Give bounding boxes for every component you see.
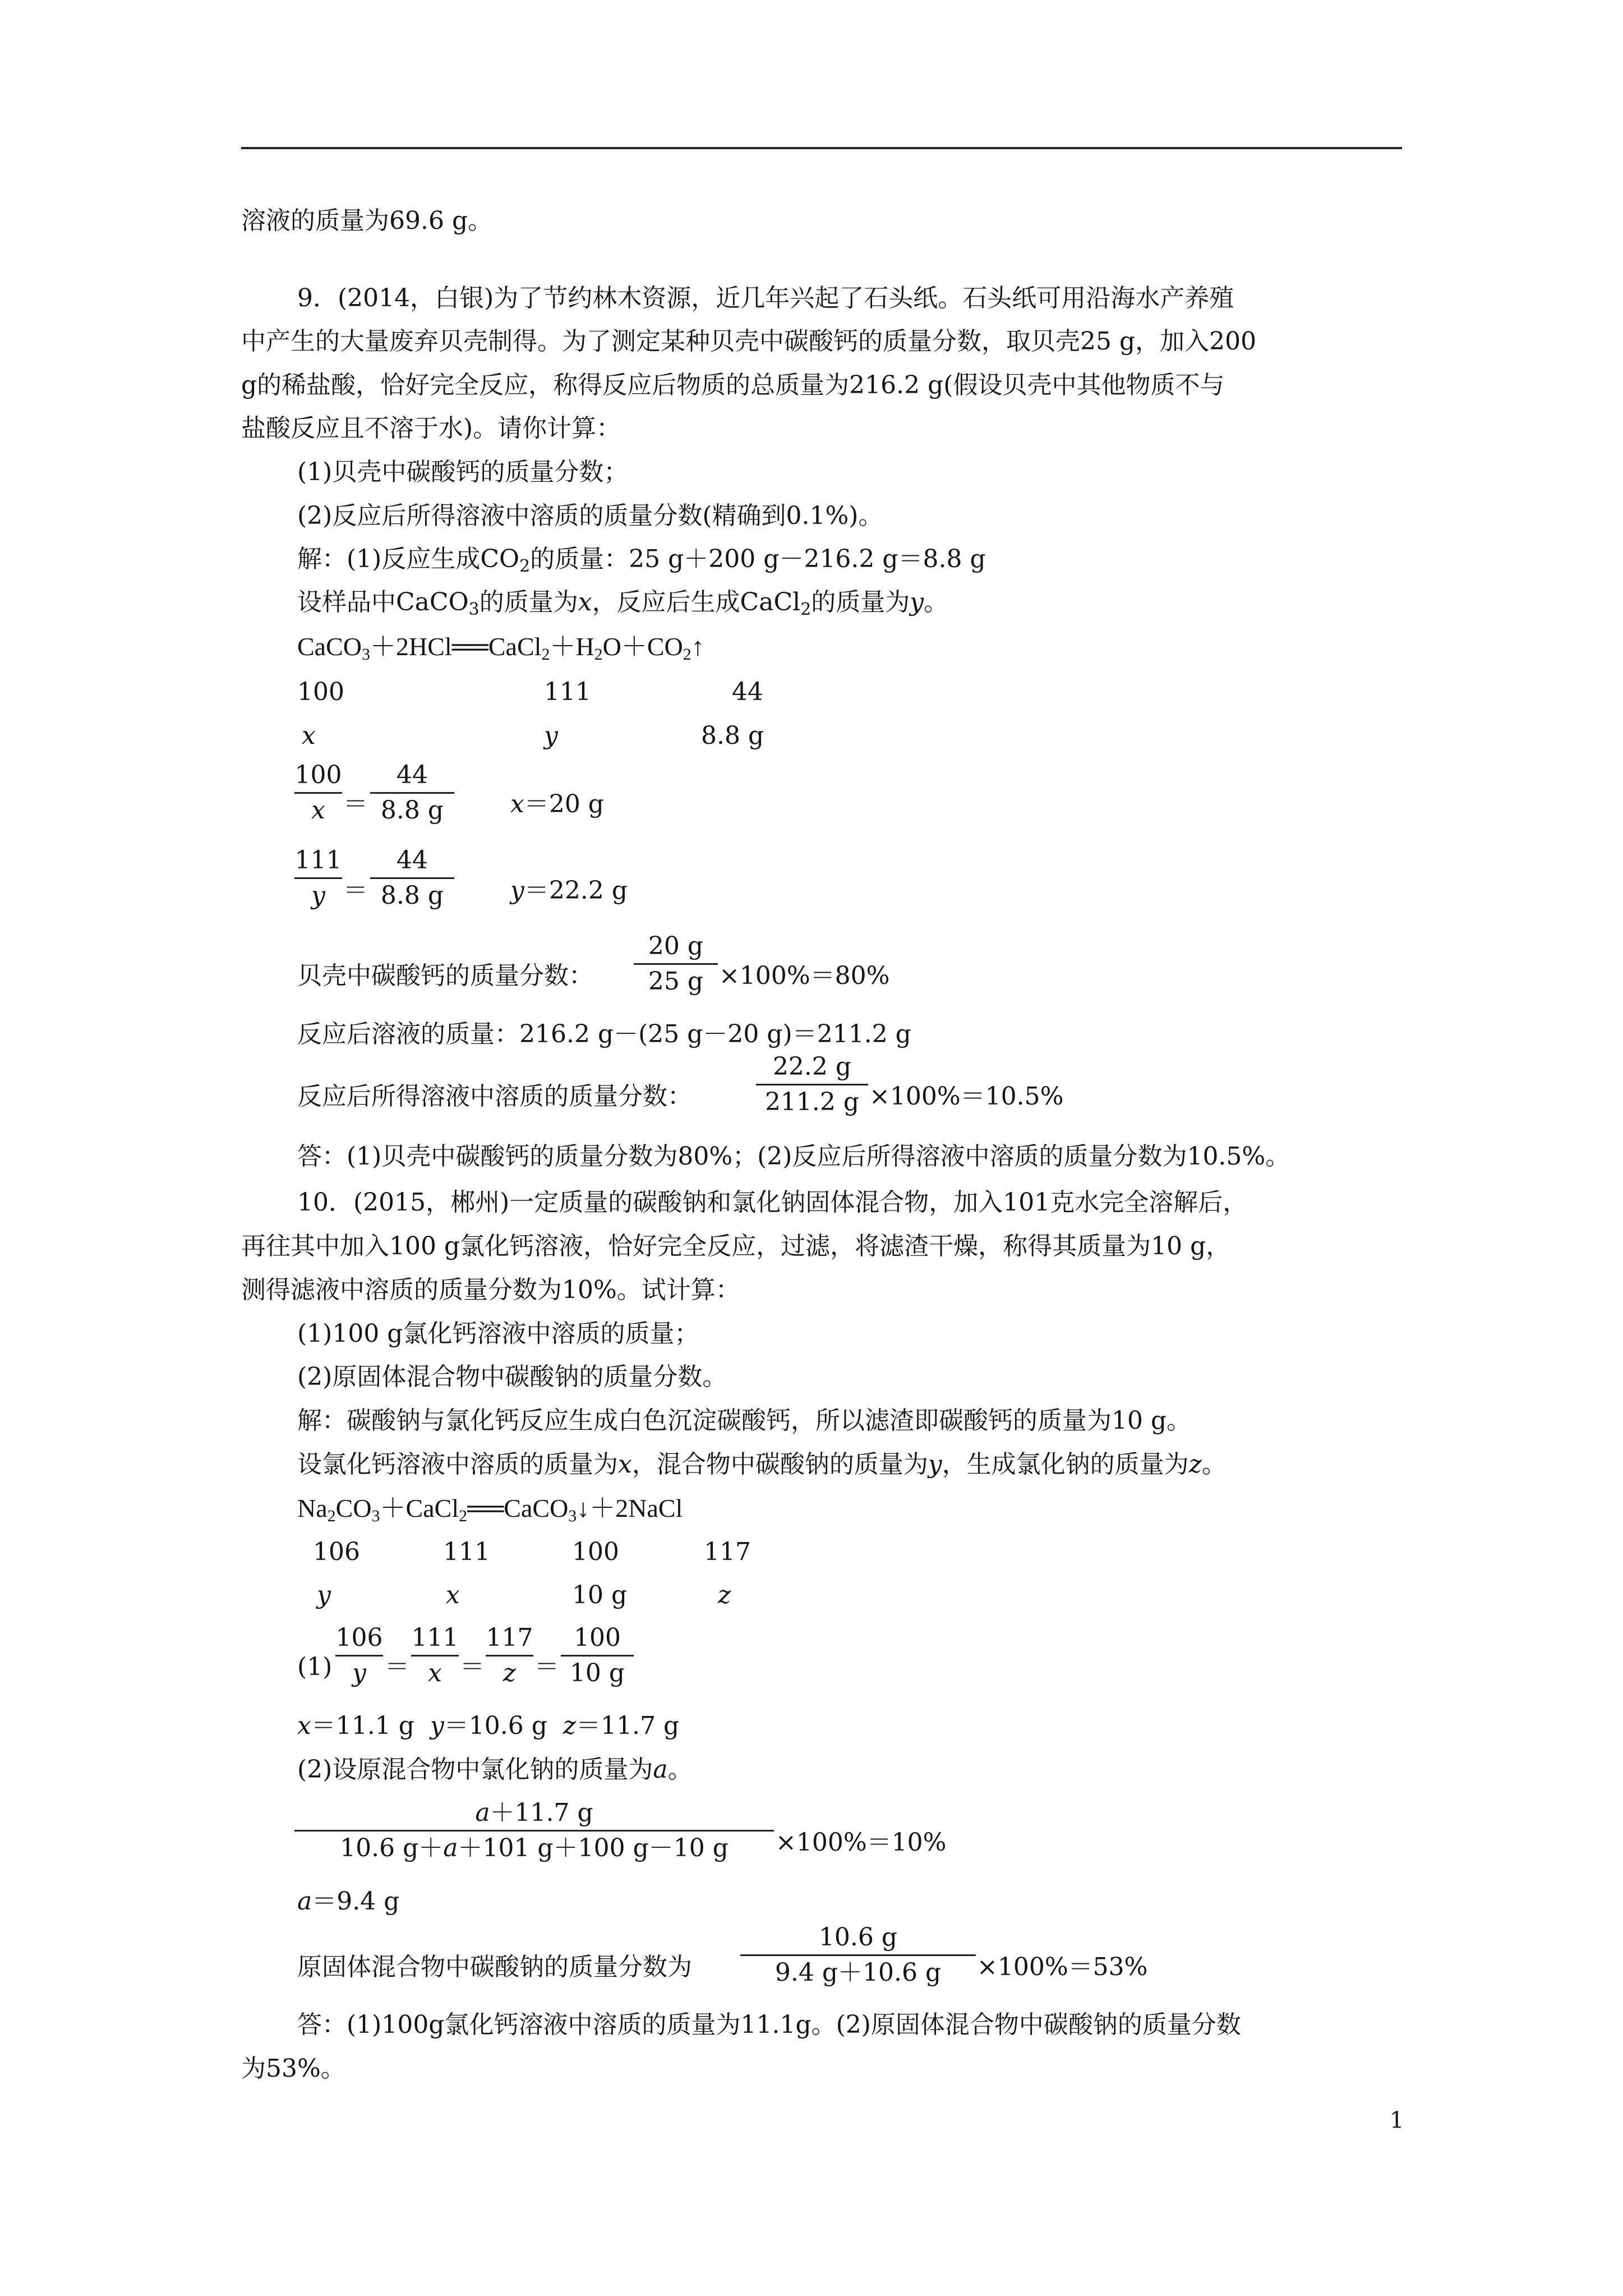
q10-ratio-4: 100 10 g — [561, 1626, 634, 1686]
q10-equation: $Na_2CO_3+CaCl_2══CaCO_3↓+2NaCl$ — [297, 1494, 683, 1525]
q9-mass-fraction: 20 g 25 g — [634, 934, 718, 994]
q10-percent-result: ×100%＝53% — [977, 1953, 1148, 1981]
q9-molar-mass-cacl2: 111 — [544, 678, 591, 706]
q10-unknown-x: x — [446, 1581, 460, 1609]
q9-text-3: g的稀盐酸，恰好完全反应，称得反应后物质的总质量为216.2 g(假设贝壳中其他物质不与 — [241, 371, 1225, 399]
q10-ratio-eq-1: ＝ — [385, 1653, 409, 1681]
q10-results-line: x＝11.1 g y＝10.6 g z＝11.7 g — [297, 1711, 680, 1740]
q10-molar-mass-nacl: 117 — [704, 1538, 751, 1566]
q10-big-fraction-result: ×100%＝10% — [776, 1828, 947, 1857]
q9-unknown-x: x — [302, 721, 316, 750]
page-number: 1 — [1390, 2108, 1404, 2133]
q10-text-2: 再往其中加入100 g氯化钙溶液，恰好完全反应，过滤，将滤渣干燥，称得其质量为10 g， — [241, 1232, 1231, 1260]
q9-ratio1-right: 44 8.8 g — [370, 763, 454, 823]
q9-solute-fraction-label: 反应后所得溶液中溶质的质量分数： — [297, 1082, 692, 1111]
q10-answer-2: 为53%。 — [241, 2054, 345, 2083]
q9-mass-fraction-label: 贝壳中碳酸钙的质量分数： — [297, 961, 593, 990]
q10-let2-line: (2)设原混合物中氯化钠的质量为a。 — [297, 1755, 693, 1784]
q10-ratio-prefix: (1) — [297, 1653, 333, 1681]
q10-percent-label: 原固体混合物中碳酸钠的质量分数为 — [297, 1953, 692, 1981]
q10-ratio-eq-2: ＝ — [460, 1653, 485, 1681]
q9-solution-mass: 反应后溶液的质量：216.2 g－(25 g－20 g)＝211.2 g — [297, 1020, 911, 1048]
q9-molar-mass-caco3: 100 — [297, 678, 344, 706]
q10-unknown-y: y — [317, 1581, 331, 1609]
q9-text-4: 盐酸反应且不溶于水)。请你计算： — [241, 414, 621, 443]
q9-known-co2: 8.8 g — [701, 721, 764, 750]
q9-solute-fraction-result: ×100%＝10.5% — [869, 1082, 1064, 1111]
q9-ratio2-equals: ＝ — [343, 876, 368, 905]
q10-molar-mass-na2co3: 106 — [313, 1538, 360, 1566]
q10-a-result: a＝9.4 g — [297, 1887, 400, 1916]
q9-equation: $CaCO_3+2HCl══CaCl_2+H_2O+CO_2↑$ — [297, 632, 704, 664]
q10-ask-2: (2)原固体混合物中碳酸钠的质量分数。 — [297, 1363, 727, 1391]
q10-ratio-eq-3: ＝ — [534, 1653, 559, 1681]
q9-solution-line: 解：(1)反应生成$CO_2$的质量：25 g＋200 g－216.2 g＝8.8 g — [297, 545, 986, 576]
q9-let-line: 设样品中CaCO$_3$的质量为x，反应后生成CaCl$_2$的质量为y。 — [297, 588, 949, 619]
q10-molar-mass-caco3: 100 — [572, 1538, 619, 1566]
q10-ratio-1: 106 y — [335, 1623, 383, 1687]
q10-percent-fraction: 10.6 g 9.4 g＋10.6 g — [740, 1925, 976, 1985]
q9-answer: 答：(1)贝壳中碳酸钙的质量分数为80%；(2)反应后所得溶液中溶质的质量分数为10.5%。 — [297, 1142, 1290, 1171]
intro-line: 溶液的质量为69.6 g。 — [241, 206, 493, 235]
q10-ratio-2: 111 x — [411, 1623, 459, 1687]
q9-ratio2-result: y＝22.2 g — [510, 876, 628, 905]
q9-solute-fraction: 22.2 g 211.2 g — [756, 1055, 868, 1115]
q10-ratio-3: 117 z — [486, 1623, 533, 1687]
q9-text-2: 中产生的大量废弃贝壳制得。为了测定某种贝壳中碳酸钙的质量分数，取贝壳25 g，加入200 — [241, 327, 1257, 356]
q9-ask-1: (1)贝壳中碳酸钙的质量分数； — [297, 458, 629, 486]
q10-solution-line: 解：碳酸钠与氯化钙反应生成白色沉淀碳酸钙，所以滤渣即碳酸钙的质量为10 g。 — [297, 1406, 1192, 1435]
q10-text-3: 测得滤液中溶质的质量分数为10%。试计算： — [241, 1276, 740, 1304]
q9-mass-fraction-result: ×100%＝80% — [719, 961, 890, 990]
q10-big-fraction: a＋11.7 g 10.6 g＋a＋101 g＋100 g－10 g — [294, 1801, 774, 1861]
q10-molar-mass-cacl2: 111 — [443, 1538, 490, 1566]
q9-ask-2: (2)反应后所得溶液中溶质的质量分数(精确到0.1%)。 — [297, 501, 883, 530]
q9-text-1: 9．(2014，白银)为了节约林木资源，近几年兴起了石头纸。石头纸可用沿海水产养殖 — [297, 284, 1234, 312]
q9-ratio2-left: 111 y — [294, 846, 342, 910]
q9-ratio1-result: x＝20 g — [510, 790, 604, 818]
q10-ask-1: (1)100 g氯化钙溶液中溶质的质量； — [297, 1319, 699, 1348]
header-rule — [241, 147, 1402, 149]
q10-known-caco3: 10 g — [572, 1581, 628, 1609]
q9-ratio2-right: 44 8.8 g — [370, 848, 454, 908]
q10-let-line: 设氯化钙溶液中溶质的质量为x，混合物中碳酸钠的质量为y，生成氯化钠的质量为z。 — [297, 1450, 1227, 1479]
q9-molar-mass-co2: 44 — [732, 678, 763, 706]
q9-ratio1-left: 100 x — [294, 761, 342, 825]
q9-ratio1-equals: ＝ — [343, 790, 368, 818]
q9-unknown-y: y — [544, 721, 558, 750]
q10-text-1: 10．(2015，郴州)一定质量的碳酸钠和氯化钠固体混合物，加入101克水完全溶解后， — [297, 1188, 1248, 1217]
q10-answer-1: 答：(1)100g氯化钙溶液中溶质的质量为11.1g。(2)原固体混合物中碳酸钠的质量分数 — [297, 2010, 1241, 2039]
q10-unknown-z: z — [718, 1581, 731, 1609]
